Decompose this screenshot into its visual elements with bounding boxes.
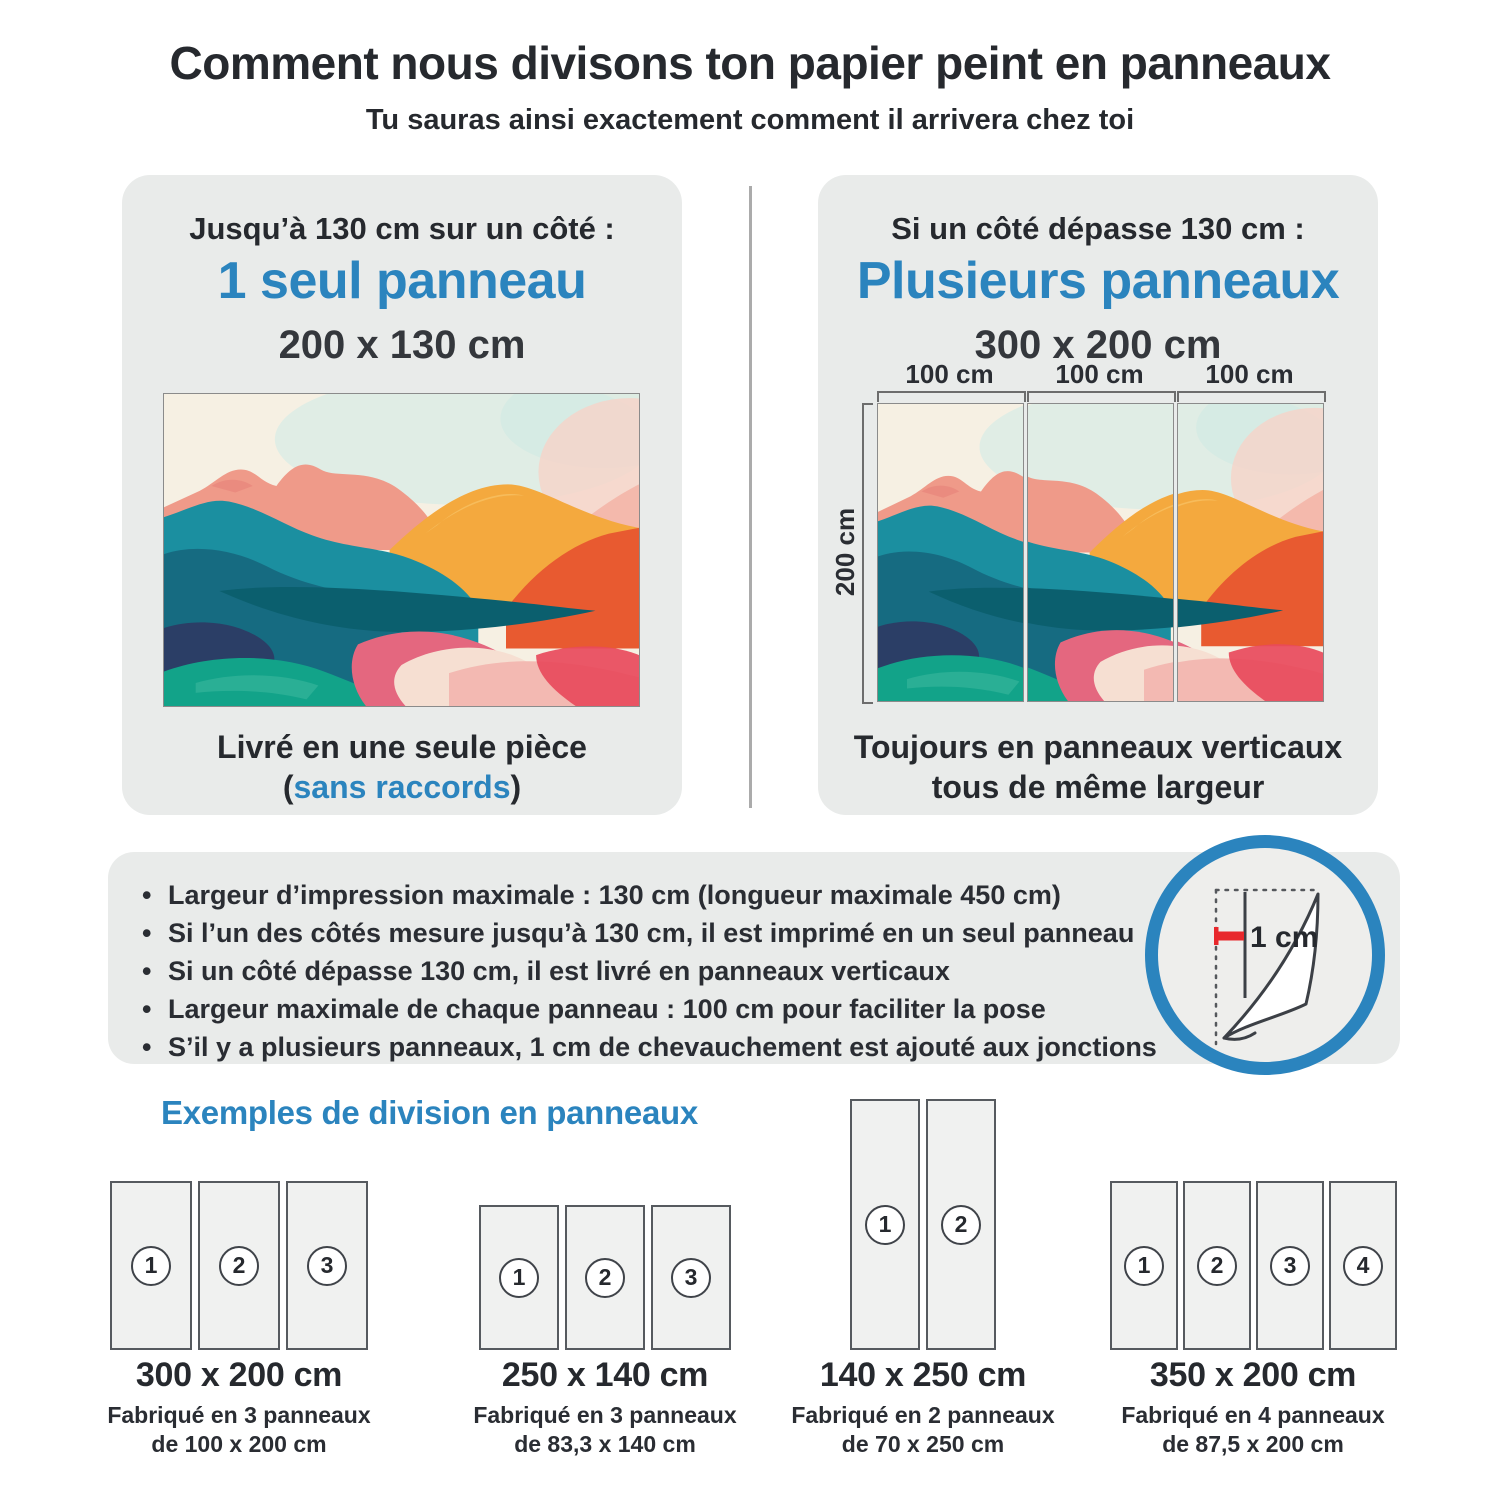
wallpaper-preview-single <box>163 393 640 707</box>
caption-paren-close: ) <box>510 769 522 805</box>
rule-item: • Largeur maximale de chaque panneau : 100 cm pour faciliter la pose <box>138 990 1178 1028</box>
panel-number: 1 <box>131 1246 171 1286</box>
example-desc-line1: Fabriqué en 3 panneaux <box>107 1402 371 1428</box>
single-card-size: 200 x 130 cm <box>278 323 526 367</box>
example-desc-line2: de 87,5 x 200 cm <box>1162 1431 1344 1457</box>
rule-item: • S’il y a plusieurs panneaux, 1 cm de chevauchement est ajouté aux jonctions <box>138 1028 1178 1066</box>
width-bracket-3 <box>1177 391 1326 402</box>
example-140x250-panels <box>850 1099 996 1350</box>
example-panel <box>286 1181 368 1350</box>
rule-item: • Si un côté dépasse 130 cm, il est livré en panneaux verticaux <box>138 952 1178 990</box>
rules-list <box>108 852 1178 1066</box>
wallpaper-panel-2 <box>1027 403 1174 702</box>
multi-caption-line2: tous de même largeur <box>931 769 1265 805</box>
panel-number: 3 <box>671 1258 711 1298</box>
single-panel-card <box>122 175 682 815</box>
panel-width-label-1: 100 cm <box>905 359 994 389</box>
example-desc-line1: Fabriqué en 4 panneaux <box>1121 1402 1385 1428</box>
panel-width-label-3: 100 cm <box>1205 359 1294 389</box>
example-140x250-caption <box>758 1356 1088 1459</box>
panel-number: 2 <box>941 1205 981 1245</box>
example-size: 300 x 200 cm <box>135 1356 343 1394</box>
example-desc-line2: de 83,3 x 140 cm <box>514 1431 696 1457</box>
example-panel <box>926 1099 996 1350</box>
wallpaper-panel-1 <box>877 403 1024 702</box>
example-desc <box>74 1401 404 1459</box>
example-panel <box>479 1205 559 1350</box>
overlap-badge <box>1145 835 1385 1075</box>
single-caption-highlight: sans raccords <box>293 769 511 805</box>
example-350x200-panels <box>1110 1181 1397 1350</box>
panel-number: 1 <box>1124 1246 1164 1286</box>
multi-card-condition: Si un côté dépasse 130 cm : <box>891 211 1305 246</box>
panel-height-label: 200 cm <box>830 507 860 597</box>
example-desc-line1: Fabriqué en 2 panneaux <box>791 1402 1055 1428</box>
example-panel <box>1110 1181 1178 1350</box>
panel-number: 4 <box>1343 1246 1383 1286</box>
cards-divider <box>749 186 752 808</box>
page-curl-icon <box>1158 848 1372 1062</box>
example-300x200-caption <box>74 1356 404 1459</box>
example-350x200-caption <box>1088 1356 1418 1459</box>
examples-heading: Exemples de division en panneaux <box>161 1094 698 1131</box>
example-desc-line1: Fabriqué en 3 panneaux <box>473 1402 737 1428</box>
example-panel <box>850 1099 920 1350</box>
panel-number: 1 <box>865 1205 905 1245</box>
example-panel <box>1256 1181 1324 1350</box>
multi-card-size: 300 x 200 cm <box>974 323 1222 367</box>
example-desc <box>440 1401 770 1459</box>
example-size: 140 x 250 cm <box>819 1356 1027 1394</box>
rule-item: • Si l’un des côtés mesure jusqu’à 130 cm, il est imprimé en un seul panneau <box>138 914 1178 952</box>
example-panel <box>651 1205 731 1350</box>
overlap-measure-label: 1 cm <box>1250 921 1319 954</box>
example-desc <box>758 1401 1088 1459</box>
panel-number: 3 <box>1270 1246 1310 1286</box>
rule-item: • Largeur d’impression maximale : 130 cm (longueur maximale 450 cm) <box>138 876 1178 914</box>
height-bracket <box>862 403 873 704</box>
single-card-condition: Jusqu’à 130 cm sur un côté : <box>189 211 615 246</box>
width-bracket-2 <box>1027 391 1176 402</box>
example-panel <box>198 1181 280 1350</box>
width-bracket-1 <box>877 391 1026 402</box>
page-title: Comment nous divisons ton papier peint en panneaux <box>169 37 1331 89</box>
multi-card-caption <box>818 727 1378 807</box>
single-card-caption <box>122 727 682 807</box>
panel-number: 2 <box>585 1258 625 1298</box>
example-300x200-panels <box>110 1181 368 1350</box>
caption-paren-open: ( <box>282 769 294 805</box>
example-desc-line2: de 70 x 250 cm <box>841 1431 1005 1457</box>
example-size: 350 x 200 cm <box>1149 1356 1357 1394</box>
panel-number: 3 <box>307 1246 347 1286</box>
example-250x140-panels <box>479 1205 731 1350</box>
multi-panel-card <box>818 175 1378 815</box>
panel-number: 1 <box>499 1258 539 1298</box>
example-panel <box>565 1205 645 1350</box>
panel-width-label-2: 100 cm <box>1055 359 1144 389</box>
example-desc-line2: de 100 x 200 cm <box>151 1431 327 1457</box>
panel-number: 2 <box>1197 1246 1237 1286</box>
panel-number: 2 <box>219 1246 259 1286</box>
example-panel <box>1183 1181 1251 1350</box>
multi-card-headline: Plusieurs panneaux <box>856 252 1340 310</box>
example-desc <box>1088 1401 1418 1459</box>
example-panel <box>110 1181 192 1350</box>
single-caption-line1: Livré en une seule pièce <box>217 729 587 765</box>
example-size: 250 x 140 cm <box>501 1356 709 1394</box>
page-subtitle: Tu sauras ainsi exactement comment il arrivera chez toi <box>365 104 1135 136</box>
example-panel <box>1329 1181 1397 1350</box>
multi-caption-line1: Toujours en panneaux verticaux <box>853 729 1343 765</box>
wallpaper-panel-3 <box>1177 403 1324 702</box>
single-card-headline: 1 seul panneau <box>217 252 587 310</box>
example-250x140-caption <box>440 1356 770 1459</box>
